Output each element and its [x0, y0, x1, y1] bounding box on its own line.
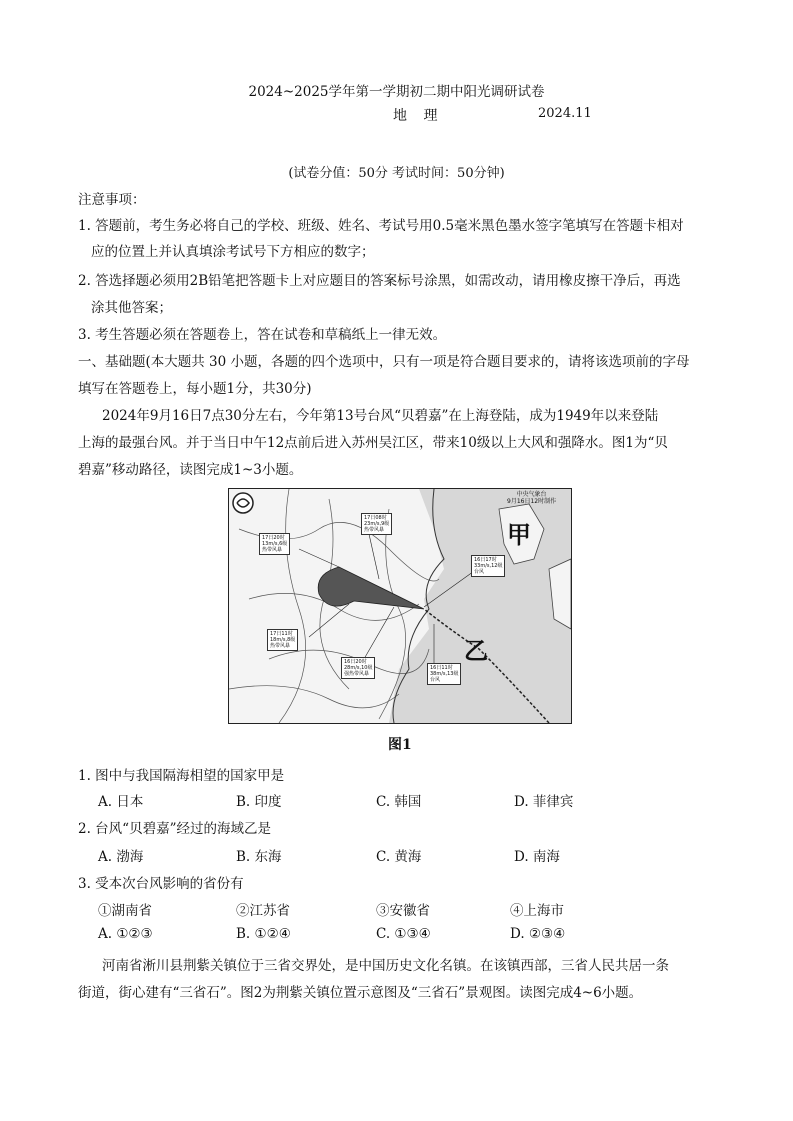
exam-date: 2024.11 — [538, 106, 592, 121]
question-2-stem: 2. 台风“贝碧嘉”经过的海域乙是 — [78, 821, 271, 837]
q3-option-b[interactable]: B. ①②④ — [236, 926, 291, 942]
question-3-stem: 3. 受本次台风影响的省份有 — [78, 876, 244, 892]
q3-choice-3: ③安徽省 — [376, 903, 430, 919]
q3-option-c[interactable]: C. ①③④ — [376, 926, 431, 942]
q2-option-a[interactable]: A. 渤海 — [98, 849, 144, 865]
q2-option-b[interactable]: B. 东海 — [236, 849, 282, 865]
intro-paragraph-line3: 碧嘉”移动路径，读图完成1~3小题。 — [78, 462, 303, 478]
section-heading-cont: 填写在答题卷上，每小题1分，共30分) — [78, 381, 312, 397]
callout-16-11: 16日11时 38m/s,13级 台风 — [427, 663, 461, 685]
label-jia: 甲 — [507, 520, 531, 549]
question-1-stem: 1. 图中与我国隔海相望的国家甲是 — [78, 768, 285, 784]
notice-item-1-cont: 应的位置上并认真填涂考试号下方相应的数字； — [91, 244, 375, 260]
notice-item-1: 1. 答题前，考生务必将自己的学校、班级、姓名、考试号用0.5毫米黑色墨水签字笔填写在答题卡相对 — [78, 218, 684, 234]
map-source: 中央气象台 9月16日12时制作 — [507, 491, 557, 505]
label-yi: 乙 — [464, 636, 488, 665]
intro-paragraph-line2: 上海的最强台风。并于当日中午12点前后进入苏州吴江区，带来10级以上大风和强降水。图1为“贝 — [78, 435, 668, 451]
section-heading: 一、基础题(本大题共 30 小题，各题的四个选项中，只有一项是符合题目要求的，请将该选项前的字母 — [78, 354, 690, 370]
q1-option-d[interactable]: D. 菲律宾 — [514, 794, 574, 810]
notice-item-2: 2. 答选择题必须用2B铅笔把答题卡上对应题目的答案标号涂黑，如需改动，请用橡皮擦干净后，再选 — [78, 273, 681, 289]
callout-17-11: 17日11时 18m/s,8级 热带风暴 — [267, 629, 298, 651]
logo-icon — [233, 493, 253, 513]
q3-choice-2: ②江苏省 — [236, 903, 290, 919]
callout-16-17: 16日17时 33m/s,12级 台风 — [471, 555, 505, 577]
passage-2-line2: 街道，街心建有“三省石”。图2为荆紫关镇位置示意图及“三省石”景观图。读图完成4~6小题。 — [78, 985, 643, 1001]
q2-option-d[interactable]: D. 南海 — [514, 849, 560, 865]
forecast-cone — [318, 567, 424, 609]
passage-2: 河南省淅川县荆紫关镇位于三省交界处，是中国历史文化名镇。在该镇西部，三省人民共居一条 — [102, 958, 669, 974]
q2-option-c[interactable]: C. 黄海 — [376, 849, 422, 865]
callout-17-20: 17日20时 13m/s,6级 热带风暴 — [259, 533, 290, 555]
notice-item-3: 3. 考生答题必须在答题卷上，答在试卷和草稿纸上一律无效。 — [78, 327, 447, 343]
notice-heading: 注意事项： — [78, 192, 146, 208]
intro-paragraph: 2024年9月16日7点30分左右，今年第13号台风“贝碧嘉”在上海登陆，成为1949年以来登陆 — [102, 408, 659, 424]
subject-label: 地 理 — [393, 108, 444, 124]
q1-option-c[interactable]: C. 韩国 — [376, 794, 422, 810]
figure-caption: 图1 — [388, 737, 412, 753]
q1-option-a[interactable]: A. 日本 — [98, 794, 144, 810]
exam-title: 2024~2025学年第一学期初二期中阳光调研试卷 — [248, 84, 545, 100]
callout-17-08: 17日08时 23m/s,9级 热带风暴 — [361, 513, 392, 535]
q3-choice-4: ④上海市 — [510, 903, 564, 919]
q3-option-d[interactable]: D. ②③④ — [510, 926, 566, 942]
callout-16-20: 16日20时 28m/s,10级 强热带风暴 — [341, 657, 375, 679]
q1-option-b[interactable]: B. 印度 — [236, 794, 282, 810]
q3-option-a[interactable]: A. ①②③ — [98, 926, 153, 942]
score-info: (试卷分值：50分 考试时间：50分钟) — [288, 166, 505, 181]
q3-choice-1: ①湖南省 — [98, 903, 152, 919]
typhoon-track-map — [228, 488, 572, 724]
notice-item-2-cont: 涂其他答案； — [91, 300, 172, 316]
